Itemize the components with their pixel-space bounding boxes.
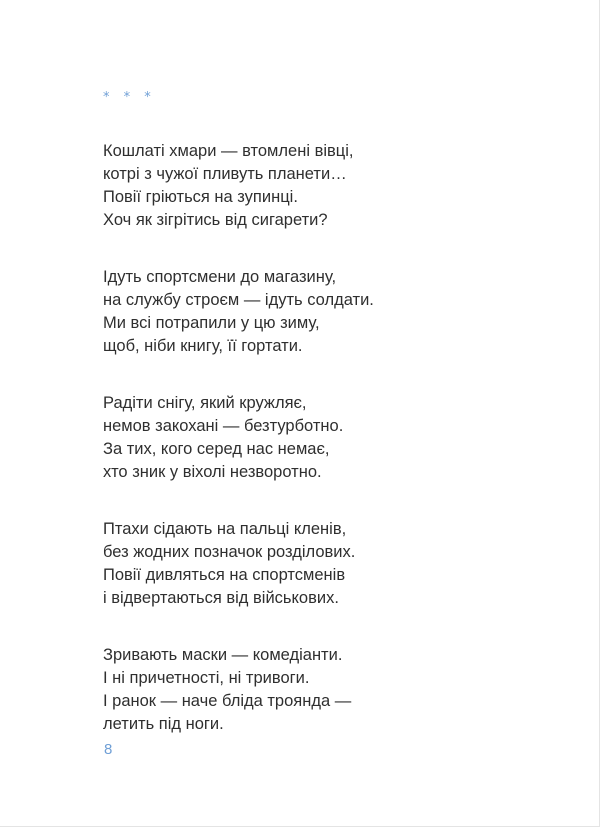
poem-line: летить під ноги. [103, 715, 224, 733]
stanza-5 [103, 644, 374, 736]
poem-line: Птахи сідають на пальці кленів, [103, 520, 347, 538]
poem-line: Хоч як зігрітись від сигарети? [103, 211, 328, 229]
stanza-3 [103, 392, 374, 484]
poem-line: Радіти снігу, який кружляє, [103, 394, 307, 412]
poem-line: Ми всі потрапили у цю зиму, [103, 314, 320, 332]
poem-line: Повії гріються на зупинці. [103, 188, 298, 206]
poem-line: без жодних позначок розділових. [103, 543, 356, 561]
stanza-1 [103, 140, 374, 232]
poem-line: Повії дивляться на спортсменів [103, 566, 346, 584]
poem-line: Ідуть спортсмени до магазину, [103, 268, 337, 286]
poem [103, 140, 374, 770]
poem-line: немов закохані — безтурботно. [103, 417, 344, 435]
stanza-separator: * * * [103, 90, 156, 105]
poem-line: і відвертаються від військових. [103, 589, 339, 607]
stanza-4 [103, 518, 374, 610]
poem-line: на службу строєм — ідуть солдати. [103, 291, 374, 309]
poem-line: Зривають маски — комедіанти. [103, 646, 343, 664]
poem-line: Кошлаті хмари — втомлені вівці, [103, 142, 354, 160]
poem-line: І ні причетності, ні тривоги. [103, 669, 310, 687]
poem-line: За тих, кого серед нас немає, [103, 440, 330, 458]
poem-line: І ранок — наче бліда троянда — [103, 692, 352, 710]
page-number: 8 [104, 741, 113, 758]
poem-line: хто зник у віхолі незворотно. [103, 463, 322, 481]
stanza-2 [103, 266, 374, 358]
poem-line: щоб, ніби книгу, її гортати. [103, 337, 303, 355]
poem-line: котрі з чужої пливуть планети… [103, 165, 347, 183]
